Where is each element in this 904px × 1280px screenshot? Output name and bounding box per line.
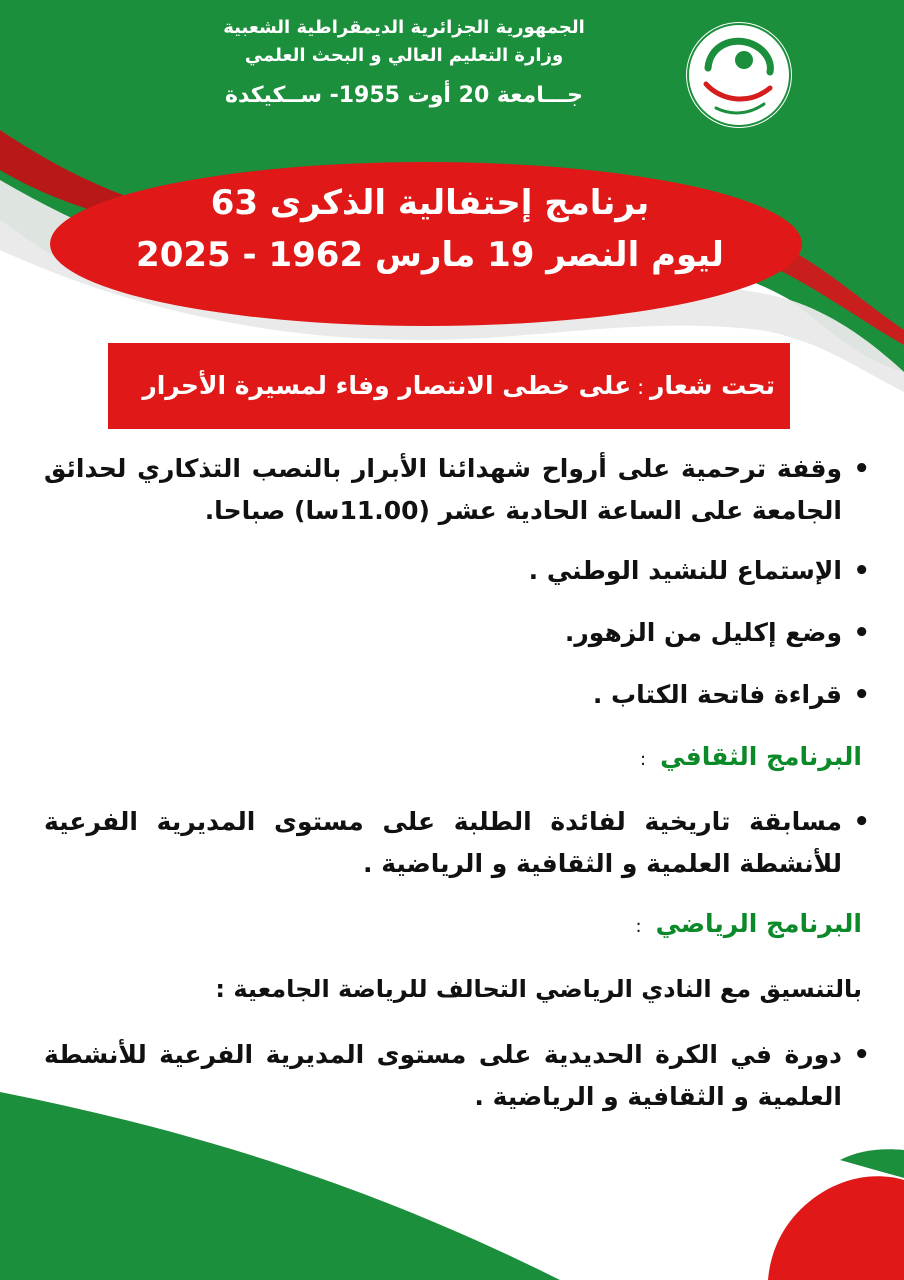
ministry-name: وزارة التعليم العالي و البحث العلمي <box>244 45 564 66</box>
sports-heading-text: البرنامج الرياضي <box>655 909 862 938</box>
list-item: • دورة في الكرة الحديدية على مستوى المديرية الفرعية للأنشطة العلمية و الثقافية و الرياضية . <box>44 1034 870 1118</box>
cultural-heading-colon: : <box>640 749 647 770</box>
slogan-label: تحت شعار <box>649 371 775 400</box>
list-item: • قراءة فاتحة الكتاب . <box>44 674 870 716</box>
slogan-colon: : <box>637 375 644 399</box>
slogan <box>120 366 775 407</box>
republic-name: الجمهورية الجزائرية الديمقراطية الشعبية <box>223 17 585 38</box>
list-item: • وضع إكليل من الزهور. <box>44 612 870 654</box>
cultural-program-heading <box>44 736 870 781</box>
title-line-2: ليوم النصر 19 مارس 1962 - 2025 <box>136 235 724 275</box>
sports-program-heading <box>44 903 870 948</box>
university-logo <box>686 22 792 128</box>
list-item: • الإستماع للنشيد الوطني . <box>44 550 870 592</box>
cultural-heading-text: البرنامج الثقافي <box>660 742 862 771</box>
slogan-text: على خطى الانتصار وفاء لمسيرة الأحرار <box>142 371 632 400</box>
list-item: • وقفة ترحمية على أرواح شهدائنا الأبرار بالنصب التذكاري لحدائق الجامعة على الساعة الحادية عشر (11.00سا) صباحا. <box>44 448 870 532</box>
program-content <box>44 448 870 1136</box>
program-title <box>110 178 750 282</box>
title-line-1: برنامج إحتفالية الذكرى 63 <box>210 183 650 223</box>
list-item: • مسابقة تاريخية لفائدة الطلبة على مستوى المديرية الفرعية للأنشطة العلمية و الثقافية و الرياضية . <box>44 801 870 885</box>
header <box>194 14 614 116</box>
coordination-note: بالتنسيق مع النادي الرياضي التحالف للرياضة الجامعية : <box>215 975 862 1003</box>
sports-heading-colon: : <box>635 916 642 937</box>
university-name: جـــامعة 20 أوت 1955- ســكيكدة <box>225 83 583 108</box>
logo-emblem-icon <box>686 22 792 128</box>
